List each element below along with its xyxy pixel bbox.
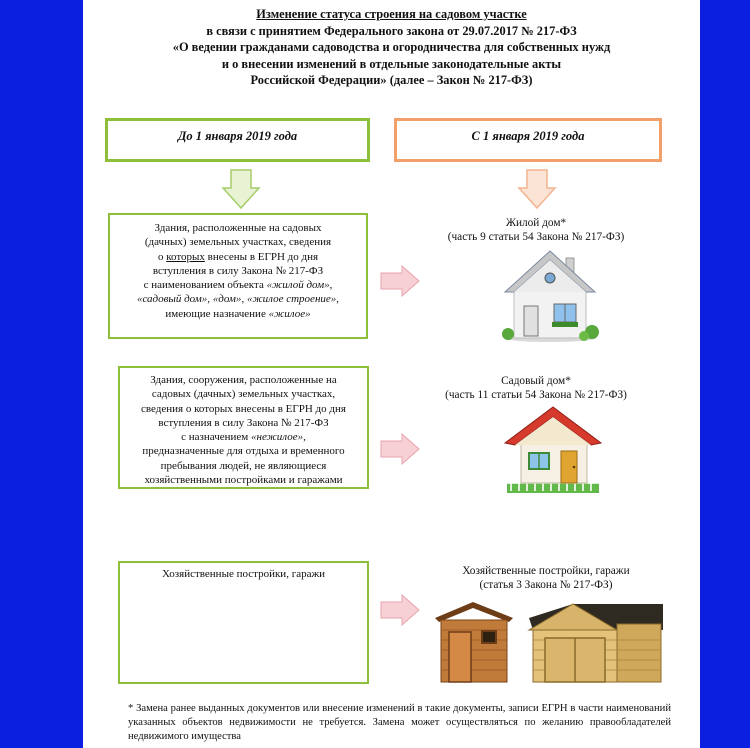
- text: предназначенные для отдыха и временного: [142, 445, 345, 458]
- right-arrow-icon: [380, 433, 420, 465]
- after-2019-header: [394, 118, 662, 162]
- row-1-left-box: [108, 213, 368, 339]
- text: Здания, сооружения, расположенные на: [150, 374, 337, 386]
- text: «жилой дом»: [266, 279, 330, 292]
- text: ,: [336, 293, 340, 306]
- text: «жилое строение»: [246, 293, 337, 306]
- row-1-result-caption: [403, 216, 669, 244]
- text: ,: [329, 279, 333, 292]
- down-arrow-green-icon: [221, 168, 261, 210]
- row-2-left-box: [118, 366, 369, 489]
- row-1-result-title: Жилой дом*: [505, 217, 567, 229]
- text: ,: [207, 293, 213, 306]
- title-line-5: Российской Федерации» (далее – Закон № 217-ФЗ): [250, 73, 533, 88]
- text: хозяйственными постройками и гаражами: [144, 474, 343, 487]
- document-page: [83, 0, 700, 748]
- text: с назначением: [181, 431, 251, 444]
- text: (дачных) земельных участках, сведения: [144, 236, 332, 249]
- text: вступления в силу Закона № 217-ФЗ: [158, 416, 329, 429]
- row-2-result-ref: (часть 11 статьи 54 Закона № 217-ФЗ): [445, 389, 627, 401]
- house-icon: [500, 248, 600, 344]
- title-line-3: «О ведении гражданами садоводства и огородничества для собственных нужд: [172, 40, 611, 55]
- shed-garage-icon: [433, 600, 665, 686]
- row-3-left-box: [118, 561, 369, 684]
- row-3-result-ref: (статья 3 Закона № 217-ФЗ): [479, 579, 613, 591]
- down-arrow-orange-icon: [517, 168, 557, 210]
- before-2019-header-label: До 1 января 2019 года: [177, 129, 298, 143]
- after-2019-header-label: С 1 января 2019 года: [471, 129, 585, 143]
- text: «садовый дом»: [136, 293, 208, 306]
- document-title: [83, 6, 700, 89]
- text: пребывания людей, не являющиеся: [160, 459, 327, 472]
- text: вступления в силу Закона № 217-ФЗ: [152, 264, 324, 277]
- text: внесены в ЕГРН до дня: [204, 250, 319, 263]
- text: сведения о которых внесены в ЕГРН до дня: [141, 402, 346, 415]
- title-line-1: Изменение статуса строения на садовом участке: [256, 7, 527, 21]
- right-arrow-icon: [380, 594, 420, 626]
- title-line-2: в связи с принятием Федерального закона от 29.07.2017 № 217-ФЗ: [206, 23, 577, 38]
- text: с наименованием объекта: [143, 279, 267, 292]
- row-2-result-caption: [403, 374, 669, 402]
- text: садовых (дачных) земельных участках,: [151, 388, 336, 401]
- garden-house-icon: [503, 405, 603, 497]
- row-3-result-title: Хозяйственные постройки, гаражи: [462, 565, 630, 577]
- text: Здания, расположенные на садовых: [154, 222, 322, 234]
- text: «дом»: [212, 293, 242, 306]
- right-arrow-icon: [380, 265, 420, 297]
- row-1-result-ref: (часть 9 статьи 54 Закона № 217-ФЗ): [447, 231, 625, 243]
- text: ,: [303, 431, 306, 444]
- row-3-result-caption: [413, 564, 679, 592]
- text: ,: [241, 293, 247, 306]
- text: Хозяйственные постройки, гаражи: [162, 568, 325, 580]
- row-2-result-title: Садовый дом*: [501, 375, 571, 387]
- text: «нежилое»: [250, 431, 304, 444]
- text: которых: [166, 250, 205, 263]
- text: «жилое»: [268, 307, 311, 320]
- text: о: [157, 250, 167, 263]
- before-2019-header: [105, 118, 370, 162]
- footnote: * Замена ранее выданных документов или внесение изменений в такие документы, записи ЕГРН в части наименований указанных объектов недвижимости не требуется. Замена может осуществляться по желанию правообладателей недвижимого имущества: [128, 703, 671, 742]
- title-line-4: и о внесении изменений в отдельные законодательные акты: [221, 56, 562, 71]
- text: имеющие назначение: [165, 307, 269, 320]
